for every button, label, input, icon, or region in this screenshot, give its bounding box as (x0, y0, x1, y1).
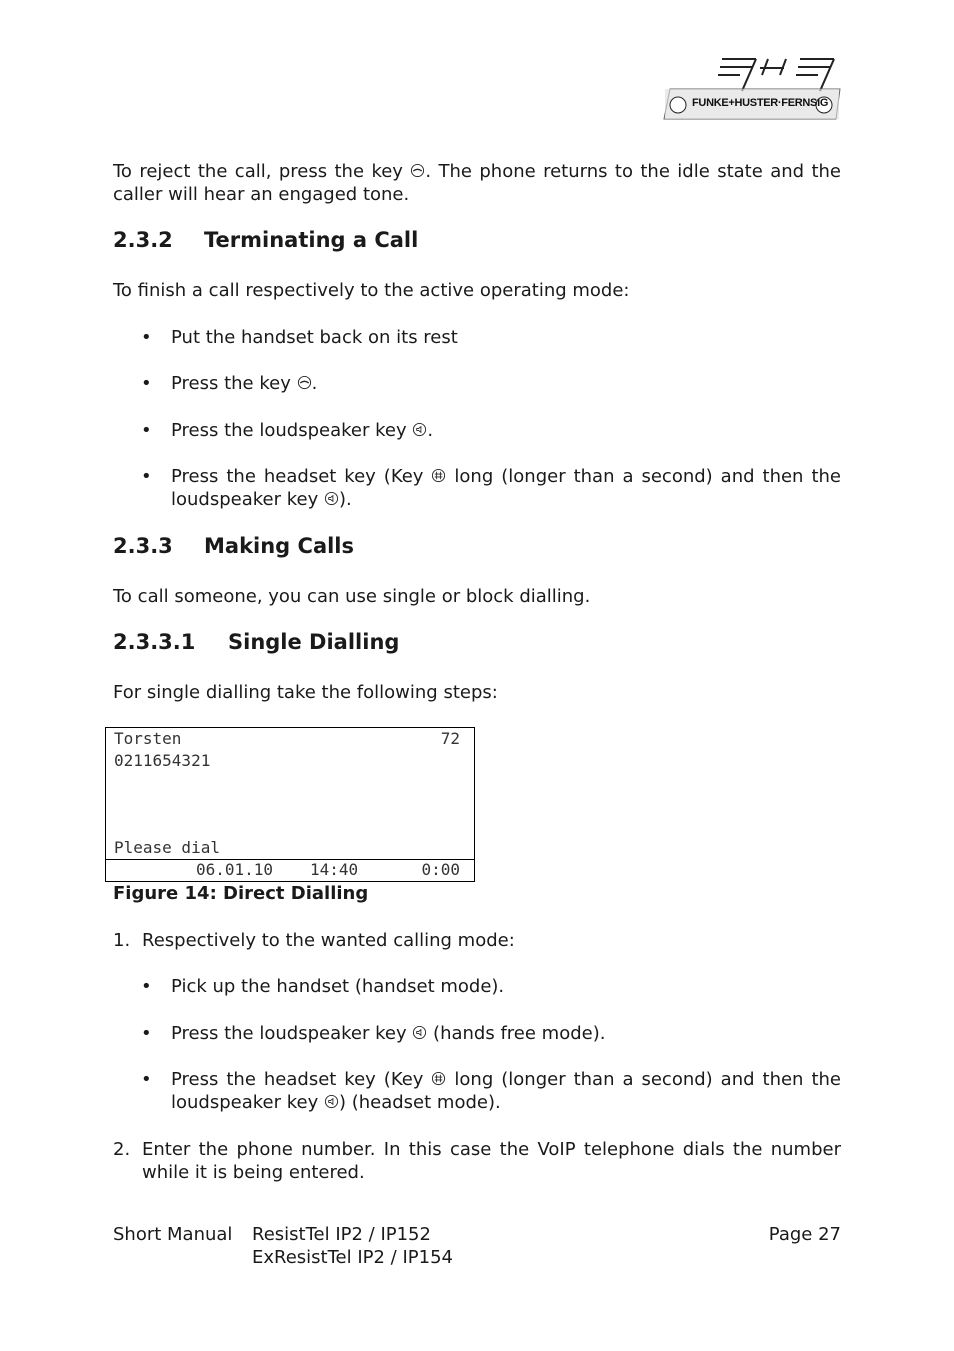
display-call-duration: 0:00 (421, 860, 460, 879)
loudspeaker-key-icon (412, 422, 427, 437)
list-item (141, 1068, 841, 1114)
figure-caption: Figure 14: Direct Dialling (113, 883, 369, 904)
footer-label: Short Manual (113, 1224, 233, 1245)
loudspeaker-key-icon (324, 1094, 339, 1109)
list-item-text: Pick up the handset (handset mode). (171, 976, 505, 997)
bullet-dot: • (141, 1023, 152, 1044)
bullet-dot: • (141, 466, 152, 487)
loudspeaker-key-icon (324, 491, 339, 506)
step-text: Enter the phone number. In this case the VoIP telephone dials the number while it is being entered. (142, 1139, 841, 1183)
list-item-text: Press the loudspeaker key (hands free mode). (171, 1023, 606, 1044)
list-item-text: Press the headset key (Key long (longer than a second) and then the loudspeaker key ). (171, 466, 841, 510)
list-item-text: Press the headset key (Key long (longer than a second) and then the loudspeaker key ) (headset mode). (171, 1069, 841, 1113)
footer-page-number: Page 27 (768, 1224, 841, 1245)
step-number: 1. (113, 930, 131, 951)
heading-number: 2.3.3 (113, 534, 173, 558)
display-status-bar (106, 859, 474, 881)
bullet-dot: • (141, 327, 152, 348)
heading-2-3-3 (113, 534, 354, 558)
heading-2-3-3-1 (113, 630, 399, 654)
intro-text-after: . The phone returns to the idle state and the caller will hear an engaged tone. (113, 161, 842, 205)
display-date: 06.01.10 (196, 860, 274, 879)
display-time: 14:40 (310, 860, 359, 879)
intro-text-before: To reject the call, press the key (113, 161, 411, 182)
heading-title: Making Calls (204, 534, 355, 558)
section-2331-lead: For single dialling take the following steps: (113, 682, 498, 703)
heading-number: 2.3.3.1 (113, 630, 196, 654)
headset-key-icon (431, 1071, 446, 1086)
display-prompt: Please dial (114, 838, 220, 857)
bullet-dot: • (141, 373, 152, 394)
intro-paragraph (113, 160, 841, 206)
footer-product-1: ResistTel IP2 / IP152 (252, 1224, 431, 1245)
bullet-dot: • (141, 420, 152, 441)
phone-display (105, 727, 475, 882)
display-extension: 72 (440, 729, 460, 748)
list-item (141, 465, 841, 511)
footer-product-2: ExResistTel IP2 / IP154 (252, 1247, 453, 1268)
heading-2-3-2 (113, 228, 418, 252)
list-item-text: Press the loudspeaker key . (171, 420, 434, 441)
heading-title: Terminating a Call (204, 228, 419, 252)
loudspeaker-key-icon (412, 1025, 427, 1040)
end-call-key-icon (297, 375, 312, 390)
bullet-dot: • (141, 1069, 152, 1090)
heading-number: 2.3.2 (113, 228, 173, 252)
display-caller-name: Torsten (114, 729, 182, 748)
step-text: Respectively to the wanted calling mode: (142, 930, 515, 951)
fhf-logo-graphic (660, 55, 842, 123)
list-item-text: Press the key . (171, 373, 318, 394)
section-232-lead: To finish a call respectively to the active operating mode: (113, 280, 630, 301)
section-233-lead: To call someone, you can use single or block dialling. (113, 586, 591, 607)
heading-title: Single Dialling (228, 630, 400, 654)
company-logo (660, 55, 842, 123)
step-number: 2. (113, 1139, 131, 1160)
headset-key-icon (431, 468, 446, 483)
list-item-text: Put the handset back on its rest (171, 327, 458, 348)
display-phone-number: 0211654321 (114, 751, 211, 770)
bullet-dot: • (141, 976, 152, 997)
logo-company-name: FUNKE+HUSTER·FERNSIG (692, 97, 829, 109)
end-call-key-icon (410, 163, 425, 178)
